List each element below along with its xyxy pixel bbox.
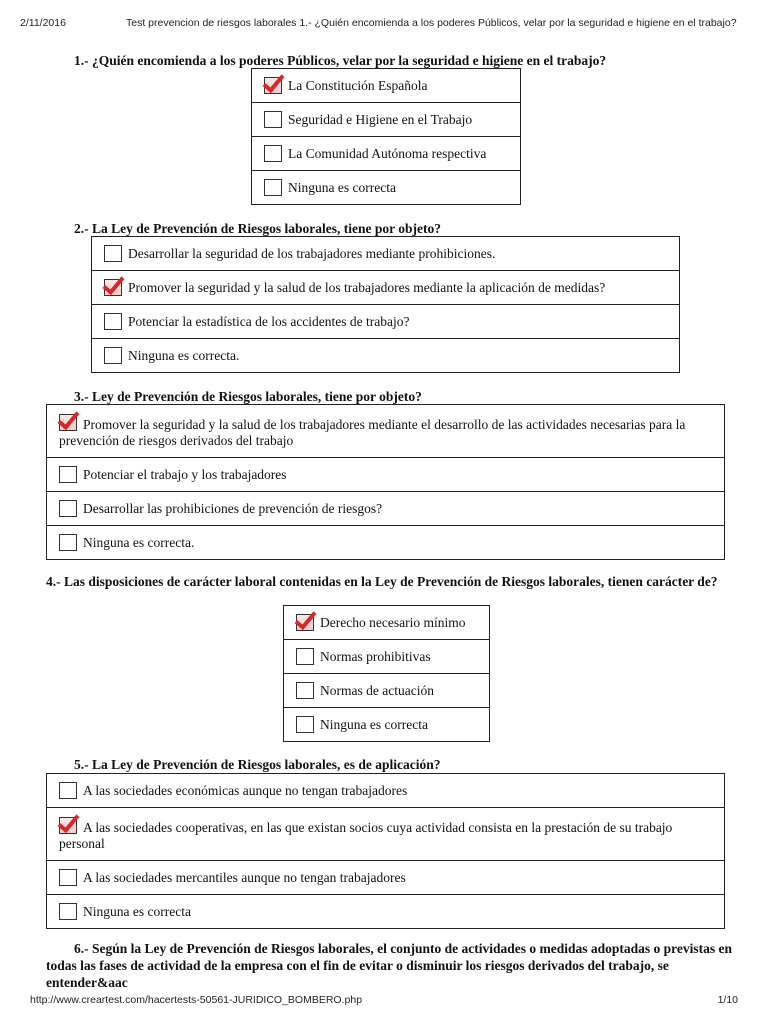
checkbox-icon[interactable] bbox=[59, 534, 77, 551]
option-label: Promover la seguridad y la salud de los trabajadores mediante el desarrollo de las actividades necesarias para la prevención de riesgos derivados del trabajo bbox=[59, 416, 686, 448]
checkbox-checked-icon[interactable] bbox=[59, 414, 77, 431]
option-row[interactable] bbox=[92, 305, 680, 339]
option-label: Ninguna es correcta bbox=[83, 904, 191, 919]
checkbox-icon[interactable] bbox=[59, 869, 77, 886]
checkbox-checked-icon[interactable] bbox=[59, 817, 77, 834]
footer-page-number: 1/10 bbox=[717, 994, 738, 1006]
option-row[interactable] bbox=[92, 237, 680, 271]
option-row[interactable] bbox=[92, 339, 680, 373]
option-row[interactable] bbox=[47, 808, 725, 861]
option-label: Normas de actuación bbox=[320, 683, 434, 698]
print-header bbox=[0, 0, 768, 40]
checkbox-icon[interactable] bbox=[296, 716, 314, 733]
option-row[interactable] bbox=[284, 674, 490, 708]
question-2-text: 2.- La Ley de Prevención de Riesgos laborales, tiene por objeto? bbox=[74, 221, 441, 236]
option-label: Ninguna es correcta bbox=[288, 180, 396, 195]
option-label: Ninguna es correcta bbox=[320, 717, 428, 732]
option-row[interactable] bbox=[47, 492, 725, 526]
option-row[interactable] bbox=[47, 405, 725, 458]
checkbox-icon[interactable] bbox=[264, 111, 282, 128]
checkbox-icon[interactable] bbox=[59, 500, 77, 517]
checkbox-icon[interactable] bbox=[104, 347, 122, 364]
option-row[interactable] bbox=[284, 640, 490, 674]
option-row[interactable] bbox=[47, 774, 725, 808]
checkbox-icon[interactable] bbox=[104, 313, 122, 330]
option-label: Desarrollar la seguridad de los trabajadores mediante prohibiciones. bbox=[128, 246, 496, 261]
option-row[interactable] bbox=[47, 895, 725, 929]
question-3-options bbox=[46, 404, 725, 560]
checkbox-icon[interactable] bbox=[59, 903, 77, 920]
question-3-text: 3.- Ley de Prevención de Riesgos laborales, tiene por objeto? bbox=[74, 389, 422, 404]
footer-url: http://www.creartest.com/hacertests-50561-JURIDICO_BOMBERO.php bbox=[30, 994, 363, 1006]
option-label: Promover la seguridad y la salud de los trabajadores mediante la aplicación de medidas? bbox=[128, 280, 606, 295]
checkbox-icon[interactable] bbox=[59, 466, 77, 483]
question-4-text: 4.- Las disposiciones de carácter laboral contenidas en la Ley de Prevención de Riesgos laborales, tienen carácter de? bbox=[46, 574, 718, 589]
option-label: Ninguna es correcta. bbox=[128, 348, 240, 363]
question-2-options bbox=[91, 236, 680, 373]
checkbox-icon[interactable] bbox=[264, 179, 282, 196]
option-label: Ninguna es correcta. bbox=[83, 535, 195, 550]
checkbox-icon[interactable] bbox=[104, 245, 122, 262]
option-label: Potenciar el trabajo y los trabajadores bbox=[83, 467, 287, 482]
header-title: Test prevencion de riesgos laborales 1.- ¿Quién encomienda a los poderes Públicos, velar por la seguridad e higiene en el trabajo? bbox=[126, 17, 737, 29]
option-row[interactable] bbox=[92, 271, 680, 305]
option-row[interactable] bbox=[252, 137, 521, 171]
question-5-options bbox=[46, 773, 725, 929]
option-label: La Comunidad Autónoma respectiva bbox=[288, 146, 487, 161]
checkbox-checked-icon[interactable] bbox=[296, 614, 314, 631]
question-1-text: 1.- ¿Quién encomienda a los poderes Públicos, velar por la seguridad e higiene en el trabajo? bbox=[74, 53, 607, 68]
print-footer bbox=[0, 994, 768, 1024]
question-1-options bbox=[251, 68, 521, 205]
option-row[interactable] bbox=[47, 526, 725, 560]
option-row[interactable] bbox=[284, 606, 490, 640]
option-row[interactable] bbox=[47, 458, 725, 492]
question-4-options bbox=[283, 605, 490, 742]
option-label: Desarrollar las prohibiciones de prevención de riesgos? bbox=[83, 501, 383, 516]
option-label: A las sociedades mercantiles aunque no tengan trabajadores bbox=[83, 870, 406, 885]
option-label: Seguridad e Higiene en el Trabajo bbox=[288, 112, 473, 127]
option-label: Potenciar la estadística de los accidentes de trabajo? bbox=[128, 314, 410, 329]
option-label: La Constitución Española bbox=[288, 78, 428, 93]
checkbox-icon[interactable] bbox=[296, 682, 314, 699]
option-row[interactable] bbox=[252, 171, 521, 205]
checkbox-icon[interactable] bbox=[59, 782, 77, 799]
checkbox-icon[interactable] bbox=[296, 648, 314, 665]
question-6-text: 6.- Según la Ley de Prevención de Riesgos laborales, el conjunto de actividades o medidas adoptadas o previstas en todas las fases de actividad de la empresa con el fin de evitar o disminuir los riesgos derivados del trabajo, se entender&aac bbox=[46, 941, 733, 990]
checkbox-checked-icon[interactable] bbox=[104, 279, 122, 296]
header-date: 2/11/2016 bbox=[20, 17, 66, 29]
option-label: Derecho necesario mínimo bbox=[320, 615, 466, 630]
option-label: A las sociedades cooperativas, en las que existan socios cuya actividad consista en la prestación de su trabajo personal bbox=[59, 819, 673, 851]
option-row[interactable] bbox=[252, 69, 521, 103]
option-row[interactable] bbox=[47, 861, 725, 895]
checkbox-icon[interactable] bbox=[264, 145, 282, 162]
option-label: Normas prohibitivas bbox=[320, 649, 431, 664]
question-5-text: 5.- La Ley de Prevención de Riesgos laborales, es de aplicación? bbox=[74, 757, 441, 772]
checkbox-checked-icon[interactable] bbox=[264, 77, 282, 94]
option-label: A las sociedades económicas aunque no tengan trabajadores bbox=[83, 783, 408, 798]
option-row[interactable] bbox=[284, 708, 490, 742]
option-row[interactable] bbox=[252, 103, 521, 137]
